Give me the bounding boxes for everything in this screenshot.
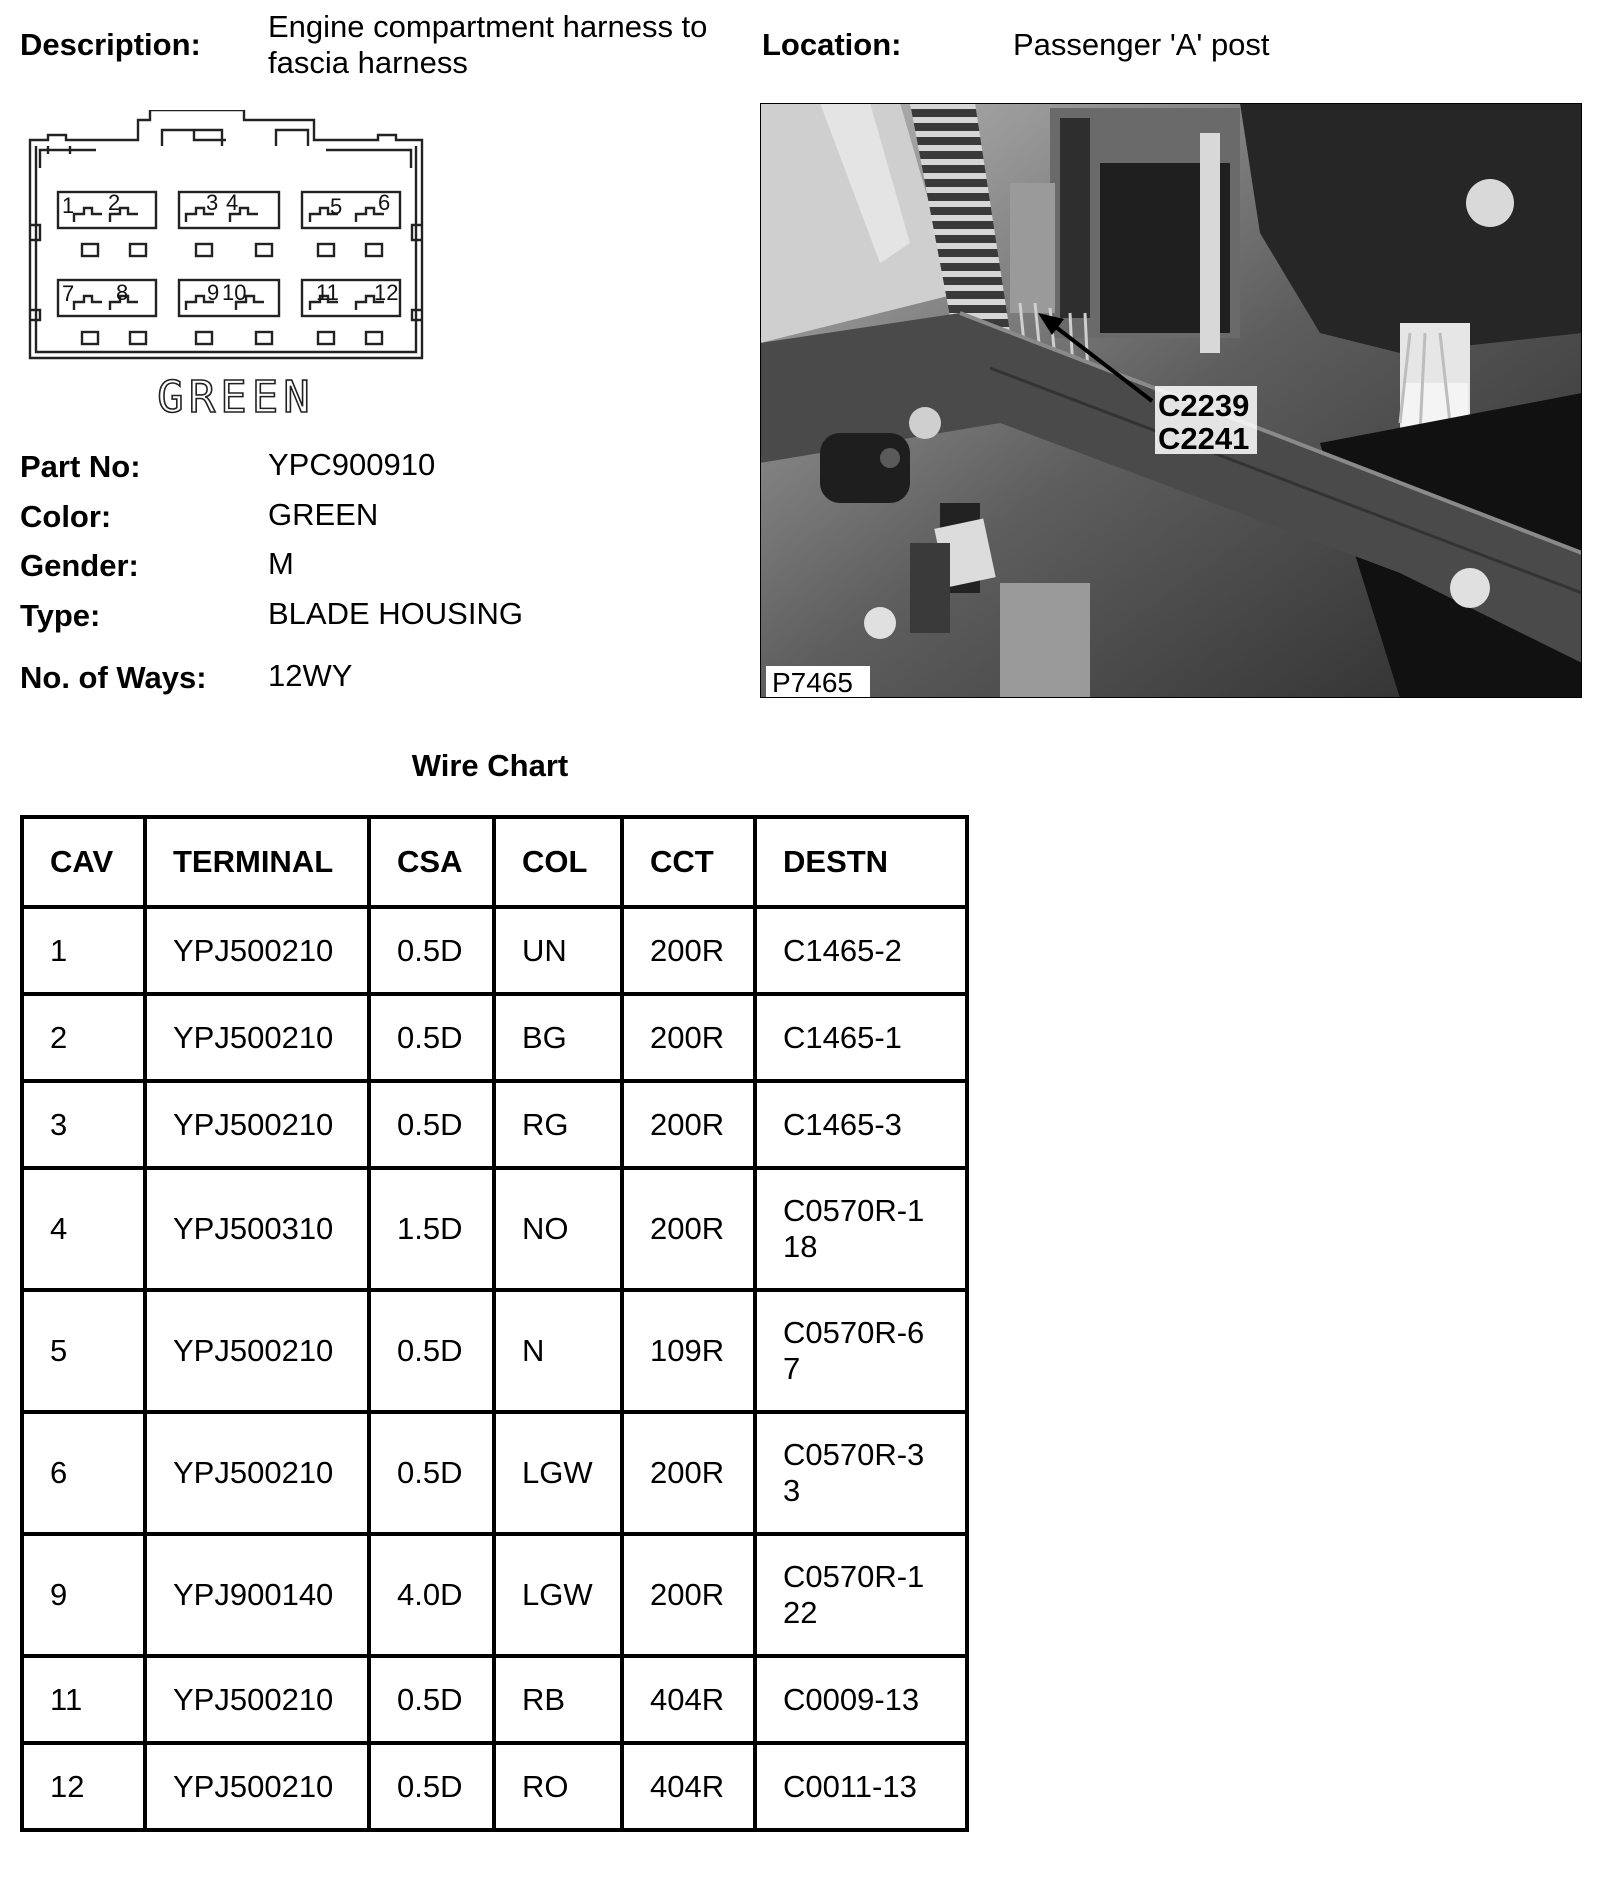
terminal-number-8: 8	[116, 280, 129, 305]
cell-cct: 109R	[622, 1290, 755, 1412]
cell-col: LGW	[494, 1534, 622, 1656]
cell-col: RO	[494, 1743, 622, 1830]
cell-cav: 11	[22, 1656, 145, 1743]
terminal-number-4: 4	[226, 190, 239, 215]
cell-terminal: YPJ500210	[145, 1081, 369, 1168]
cell-csa: 0.5D	[369, 1081, 494, 1168]
cell-cav: 6	[22, 1412, 145, 1534]
table-row	[22, 994, 967, 1081]
header-terminal: TERMINAL	[145, 817, 369, 907]
cell-cav: 2	[22, 994, 145, 1081]
terminal-number-5: 5	[330, 194, 343, 219]
header-cav: CAV	[22, 817, 145, 907]
table-row	[22, 907, 967, 994]
table-row	[22, 1412, 967, 1534]
header-destn: DESTN	[755, 817, 967, 907]
color-label: Color:	[20, 499, 112, 534]
cell-col: UN	[494, 907, 622, 994]
cell-col: RG	[494, 1081, 622, 1168]
connector-color-caption: GREEN	[157, 372, 315, 423]
cell-csa: 0.5D	[369, 1412, 494, 1534]
cell-cct: 200R	[622, 1081, 755, 1168]
cell-destn: C0009-13	[755, 1656, 967, 1743]
table-row	[22, 1743, 967, 1830]
cell-col: BG	[494, 994, 622, 1081]
table-row	[22, 1656, 967, 1743]
header-col: COL	[494, 817, 622, 907]
description-label: Description:	[20, 27, 201, 62]
terminal-number-2: 2	[108, 190, 121, 215]
header-csa: CSA	[369, 817, 494, 907]
terminal-number-12: 12	[374, 280, 399, 305]
cell-col: NO	[494, 1168, 622, 1290]
cell-terminal: YPJ500210	[145, 1743, 369, 1830]
terminal-number-7: 7	[62, 281, 75, 306]
cell-terminal: YPJ500210	[145, 907, 369, 994]
cell-terminal: YPJ500210	[145, 1290, 369, 1412]
cell-terminal: YPJ500210	[145, 994, 369, 1081]
table-header-row	[22, 817, 967, 907]
description-value-line2: fascia harness	[268, 45, 468, 80]
terminal-number-6: 6	[378, 190, 391, 215]
cell-csa: 0.5D	[369, 1743, 494, 1830]
cell-csa: 0.5D	[369, 1656, 494, 1743]
location-value: Passenger 'A' post	[1013, 27, 1270, 62]
cell-cct: 200R	[622, 994, 755, 1081]
description-value-line1: Engine compartment harness to	[268, 9, 708, 44]
table-row	[22, 1290, 967, 1412]
cell-cct: 404R	[622, 1743, 755, 1830]
cell-csa: 0.5D	[369, 907, 494, 994]
cell-terminal: YPJ500210	[145, 1656, 369, 1743]
type-value: BLADE HOUSING	[268, 596, 523, 631]
cell-col: N	[494, 1290, 622, 1412]
cell-col: RB	[494, 1656, 622, 1743]
cell-csa: 4.0D	[369, 1534, 494, 1656]
gender-label: Gender:	[20, 548, 139, 583]
cell-destn: C0570R-118	[755, 1168, 967, 1290]
type-label: Type:	[20, 598, 101, 633]
cell-cct: 200R	[622, 1412, 755, 1534]
cell-cav: 4	[22, 1168, 145, 1290]
ways-label: No. of Ways:	[20, 660, 207, 695]
cell-destn: C0570R-67	[755, 1290, 967, 1412]
location-label: Location:	[762, 27, 902, 62]
table-row	[22, 1081, 967, 1168]
terminal-number-9: 9	[207, 280, 220, 305]
cell-cav: 12	[22, 1743, 145, 1830]
cell-destn: C0570R-33	[755, 1412, 967, 1534]
cell-cct: 200R	[622, 1168, 755, 1290]
header-cct: CCT	[622, 817, 755, 907]
connector-face-diagram	[26, 110, 426, 425]
cell-destn: C1465-1	[755, 994, 967, 1081]
cell-col: LGW	[494, 1412, 622, 1534]
cell-terminal: YPJ900140	[145, 1534, 369, 1656]
cell-cct: 200R	[622, 1534, 755, 1656]
cell-cct: 200R	[622, 907, 755, 994]
cell-destn: C0570R-122	[755, 1534, 967, 1656]
part-no-value: YPC900910	[268, 447, 436, 482]
cell-cct: 404R	[622, 1656, 755, 1743]
cell-cav: 3	[22, 1081, 145, 1168]
cell-cav: 5	[22, 1290, 145, 1412]
part-no-label: Part No:	[20, 449, 141, 484]
cell-csa: 0.5D	[369, 1290, 494, 1412]
terminal-number-1: 1	[62, 193, 75, 218]
photo-callout-c2239: C2239	[1158, 388, 1250, 423]
photo-callout-c2241: C2241	[1158, 421, 1250, 456]
photo-id: P7465	[772, 667, 853, 698]
cell-destn: C1465-2	[755, 907, 967, 994]
table-row	[22, 1534, 967, 1656]
cell-destn: C0011-13	[755, 1743, 967, 1830]
cell-csa: 0.5D	[369, 994, 494, 1081]
gender-value: M	[268, 546, 294, 581]
location-photo	[760, 103, 1582, 698]
table-row	[22, 1168, 967, 1290]
ways-value: 12WY	[268, 658, 353, 693]
cell-cav: 9	[22, 1534, 145, 1656]
wire-chart-title: Wire Chart	[411, 748, 569, 783]
terminal-number-3: 3	[206, 190, 219, 215]
cell-cav: 1	[22, 907, 145, 994]
color-value: GREEN	[268, 497, 379, 532]
terminal-number-11: 11	[316, 280, 339, 305]
wire-chart-table	[20, 815, 969, 1832]
cell-terminal: YPJ500310	[145, 1168, 369, 1290]
cell-terminal: YPJ500210	[145, 1412, 369, 1534]
cell-csa: 1.5D	[369, 1168, 494, 1290]
terminal-number-10: 10	[222, 280, 247, 305]
cell-destn: C1465-3	[755, 1081, 967, 1168]
